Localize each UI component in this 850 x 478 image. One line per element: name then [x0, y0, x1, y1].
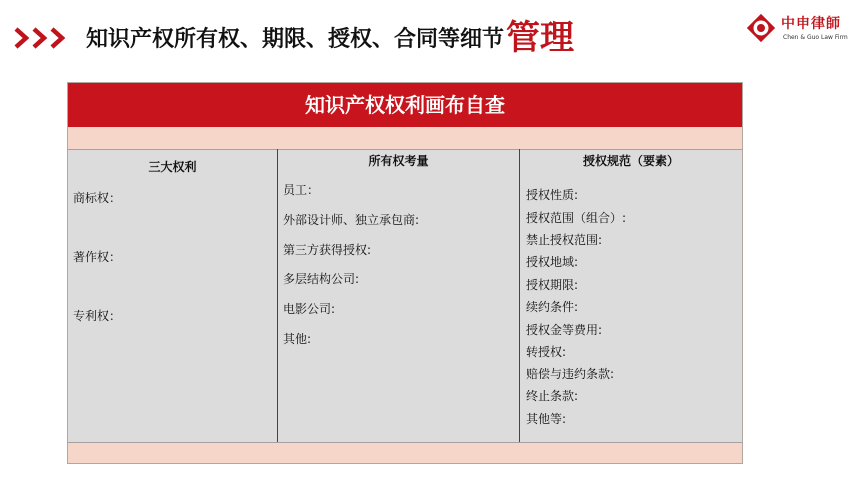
list-item: 禁止授权范围: — [526, 233, 603, 247]
list-item: 多层结构公司: — [283, 272, 360, 286]
column-header: 所有权考量 — [368, 154, 429, 168]
card-bottom-band — [68, 442, 742, 463]
list-item: 其他等: — [526, 412, 567, 426]
list-item: 员工： — [283, 183, 320, 197]
column-ownership — [278, 149, 520, 443]
page-title — [86, 18, 575, 58]
page-title-main: 知识产权所有权、期限、授权、合同等细节 — [86, 27, 505, 52]
list-item: 外部设计师、独立承包商: — [283, 213, 420, 227]
list-item: 专利权： — [73, 309, 122, 323]
list-item: 商标权： — [73, 191, 122, 205]
card-heading: 知识产权权利画布自查 — [68, 83, 742, 127]
list-item: 授权范围（组合）: — [526, 211, 627, 225]
firm-logo — [745, 10, 848, 50]
page-title-emphasis: 管理 — [506, 18, 575, 58]
list-item: 电影公司: — [283, 302, 336, 316]
list-item: 授权性质: — [526, 188, 579, 202]
card-top-band — [68, 127, 742, 150]
list-item: 第三方获得授权: — [283, 243, 372, 257]
column-header: 三大权利 — [148, 160, 197, 174]
column-license-terms — [520, 149, 742, 443]
list-item: 赔偿与违约条款: — [526, 367, 615, 381]
column-three-rights — [68, 149, 278, 443]
list-item: 续约条件: — [526, 300, 579, 314]
list-item: 转授权: — [526, 345, 567, 359]
rights-canvas-card — [67, 82, 743, 464]
chevron-arrows-icon — [14, 26, 74, 50]
column-header: 授权规范（要素） — [582, 154, 679, 168]
list-item: 授权金等费用: — [526, 323, 603, 337]
firm-seal-icon — [745, 12, 777, 44]
firm-name-en: Chen & Guo Law Firm — [783, 34, 848, 41]
list-item: 授权期限: — [526, 278, 579, 292]
list-item: 授权地域: — [526, 255, 579, 269]
list-item: 终止条款: — [526, 389, 579, 403]
firm-name-cn: 中申律師 — [781, 16, 841, 32]
list-item: 其他: — [283, 332, 312, 346]
list-item: 著作权： — [73, 250, 122, 264]
